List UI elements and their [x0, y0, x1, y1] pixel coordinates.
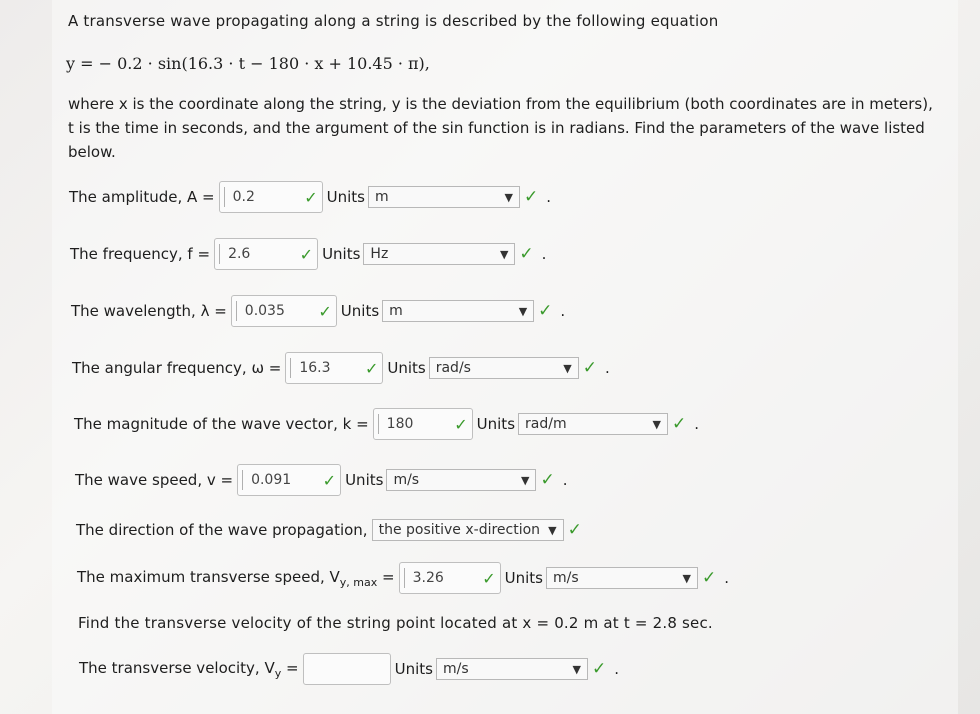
units-label: Units — [387, 359, 426, 377]
frequency-unit: Hz — [370, 246, 389, 262]
frequency-input[interactable] — [214, 238, 318, 270]
transverse-velocity-row: The transverse velocity, $V_y$ = Units m/s ▼ ✓ . — [79, 652, 619, 686]
max-speed-input[interactable] — [399, 562, 501, 594]
check-icon: ✓ — [591, 659, 607, 679]
transverse-velocity-value — [308, 659, 316, 679]
wave-speed-value: 0.091 — [242, 470, 291, 490]
wave-speed-units-select[interactable] — [386, 469, 536, 491]
max-speed-units-select[interactable] — [546, 567, 698, 589]
frequency-label: The frequency, f = — [70, 245, 211, 263]
transverse-velocity-units-select[interactable] — [436, 658, 588, 680]
units-label: Units — [476, 415, 516, 433]
check-icon: ✓ — [538, 301, 553, 321]
check-icon: ✓ — [540, 470, 555, 490]
angular-frequency-value: 16.3 — [290, 358, 330, 378]
chevron-down-icon: ▼ — [548, 523, 557, 537]
amplitude-units-select[interactable] — [368, 186, 520, 208]
check-icon: ✓ — [454, 415, 468, 434]
max-speed-label: The maximum transverse speed, $V_{y, max}$ = — [77, 567, 395, 589]
direction-row — [76, 513, 582, 547]
wave-speed-input[interactable] — [237, 464, 341, 496]
chevron-down-icon: ▼ — [504, 190, 513, 204]
wave-equation: y = − 0.2 · sin(16.3 · t − 180 · x + 10.45 · π), — [66, 54, 430, 73]
check-icon: ✓ — [364, 359, 379, 378]
chevron-down-icon: ▼ — [499, 247, 509, 261]
frequency-row: The frequency, f = 2.6 ✓ Units Hz ▼ ✓ . — [70, 237, 546, 271]
wave-speed-label: The wave speed, v = — [75, 471, 234, 489]
wavelength-unit: m — [389, 303, 403, 319]
wave-vector-label: The magnitude of the wave vector, k = — [74, 415, 369, 433]
angular-frequency-input[interactable] — [285, 352, 383, 384]
amplitude-row: The amplitude, A = 0.2 ✓ Units m ▼ ✓ . — [69, 180, 551, 214]
units-label: Units — [504, 569, 543, 587]
description-paragraph: where x is the coordinate along the string, y is the deviation from the equilibrium (both coordinates are in meters), t is the time in seconds, and the argument of the sin function is in radians. Find the parameters of the wave listed below. — [68, 95, 933, 161]
check-icon: ✓ — [304, 188, 318, 207]
wave-speed-unit: m/s — [393, 472, 420, 488]
units-label: Units — [326, 188, 365, 206]
wavelength-row: The wavelength, λ = 0.035 ✓ Units m ▼ ✓ . — [71, 294, 565, 328]
check-icon: ✓ — [672, 414, 687, 434]
wave-vector-unit: rad/m — [525, 416, 567, 432]
chevron-down-icon: ▼ — [563, 361, 572, 375]
amplitude-input[interactable] — [219, 181, 323, 213]
units-label: Units — [394, 660, 433, 678]
amplitude-value: 0.2 — [224, 187, 255, 207]
angular-frequency-unit: rad/s — [435, 360, 471, 376]
amplitude-label: The amplitude, A = — [69, 188, 215, 206]
wavelength-units-select[interactable] — [382, 300, 534, 322]
max-speed-value: 3.26 — [404, 568, 444, 588]
units-label: Units — [345, 471, 384, 489]
direction-label: The direction of the wave propagation, — [76, 521, 368, 539]
amplitude-unit: m — [374, 189, 389, 205]
units-label: Units — [322, 245, 361, 263]
wave-vector-row: The magnitude of the wave vector, k = 180 ✓ Units rad/m ▼ ✓ . — [74, 407, 699, 441]
chevron-down-icon: ▼ — [682, 571, 691, 585]
check-icon: ✓ — [322, 471, 337, 490]
question-text: Find the transverse velocity of the string point located at x = 0.2 m at t = 2.8 sec. — [78, 614, 713, 632]
units-label: Units — [340, 302, 380, 320]
check-icon: ✓ — [318, 302, 332, 321]
transverse-velocity-label: The transverse velocity, $V_y$ = — [79, 658, 299, 680]
max-speed-unit: m/s — [552, 570, 579, 586]
check-icon: ✓ — [567, 520, 582, 540]
frequency-units-select[interactable] — [363, 243, 515, 265]
check-icon: ✓ — [482, 569, 496, 588]
check-icon: ✓ — [701, 568, 717, 588]
chevron-down-icon: ▼ — [572, 662, 581, 676]
chevron-down-icon: ▼ — [652, 417, 662, 431]
transverse-velocity-input[interactable] — [303, 653, 391, 685]
chevron-down-icon: ▼ — [520, 473, 530, 487]
wave-vector-input[interactable] — [373, 408, 473, 440]
direction-value: the positive x-direction — [378, 522, 541, 538]
wave-vector-value: 180 — [378, 414, 414, 434]
transverse-velocity-unit: m/s — [442, 661, 469, 677]
check-icon: ✓ — [582, 358, 597, 378]
check-icon: ✓ — [519, 244, 534, 264]
wave-vector-units-select[interactable] — [518, 413, 668, 435]
check-icon: ✓ — [299, 245, 314, 264]
max-speed-row: The maximum transverse speed, $V_{y, max}$ = 3.26 ✓ Units m/s ▼ ✓ . — [77, 561, 729, 595]
chevron-down-icon: ▼ — [518, 304, 528, 318]
check-icon: ✓ — [523, 187, 539, 207]
wavelength-label: The wavelength, λ = — [71, 302, 227, 320]
wavelength-value: 0.035 — [236, 301, 285, 321]
frequency-value: 2.6 — [219, 244, 250, 264]
intro-text: A transverse wave propagating along a string is described by the following equation — [68, 12, 719, 30]
angular-frequency-label: The angular frequency, ω = — [72, 359, 282, 377]
direction-select[interactable] — [372, 519, 564, 541]
wavelength-input[interactable] — [231, 295, 337, 327]
wave-speed-row: The wave speed, v = 0.091 ✓ Units m/s ▼ ✓ . — [75, 463, 567, 497]
angular-frequency-units-select[interactable] — [429, 357, 579, 379]
angular-frequency-row: The angular frequency, ω = 16.3 ✓ Units rad/s ▼ ✓ . — [72, 351, 610, 385]
